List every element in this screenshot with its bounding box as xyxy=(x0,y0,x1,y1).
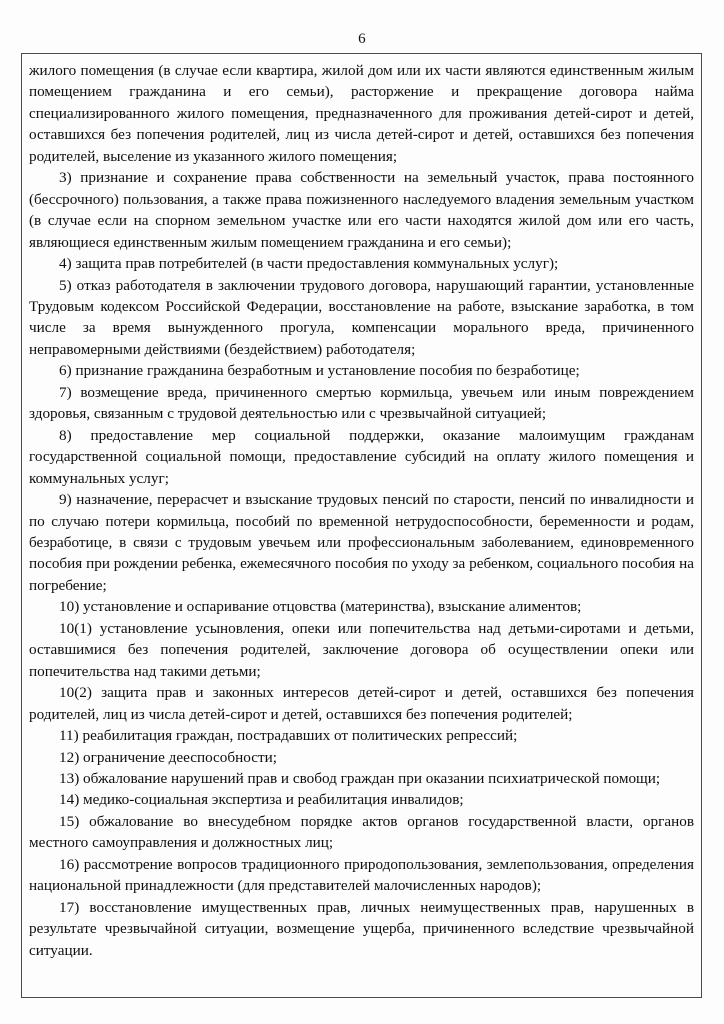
page-number-header: 6 xyxy=(358,31,366,47)
paragraph-clause-11: 11) реабилитация граждан, пострадавших от политических репрессий; xyxy=(59,727,518,745)
paragraph-clause-10: 10) установление и оспаривание отцовства (материнства), взыскание алиментов; xyxy=(59,598,582,616)
paragraph-clause-15: 15) обжалование во внесудебном порядке актов органов государственной власти, органов местного самоуправления и должностных лиц; xyxy=(29,812,694,852)
paragraph-clause-13: 13) обжалование нарушений прав и свобод граждан при оказании психиатрической помощи; xyxy=(59,769,661,787)
paragraph-clause-4: 4) защита прав потребителей (в части предоставления коммунальных услуг); xyxy=(59,255,559,273)
paragraph-clause-10-2: 10(2) защита прав и законных интересов детей-сирот и детей, оставшихся без попечения родителей, лиц из числа детей-сирот и детей, оставшихся без попечения родителей; xyxy=(29,684,694,723)
document-body-text xyxy=(29,60,694,961)
paragraph-clause-10-1: 10(1) установление усыновления, опеки или попечительства над детьми-сиротами и детьми, оставшимися без попечения родителей, заключение договора об осуществлении опеки или попечительства над такими детьми; xyxy=(29,619,694,680)
paragraph-clause-12: 12) ограничение дееспособности; xyxy=(59,748,277,766)
paragraph-clause-16: 16) рассмотрение вопросов традиционного природопользования, землепользования, определения национальной принадлежности (для представителей малочисленных народов); xyxy=(29,855,694,895)
paragraph-clause-7: 7) возмещение вреда, причиненного смертью кормильца, увечьем или иным повреждением здоровья, связанным с трудовой деятельностью или с чрезвычайной ситуацией; xyxy=(29,383,694,423)
paragraph-clause-8: 8) предоставление мер социальной поддержки, оказание малоимущим гражданам государственной социальной помощи, предоставление субсидий на оплату жилого помещения и коммунальных услуг; xyxy=(29,426,694,487)
paragraph-clause-14: 14) медико-социальная экспертиза и реабилитация инвалидов; xyxy=(59,791,464,809)
paragraph-clause-17: 17) восстановление имущественных прав, личных неимущественных прав, нарушенных в результате чрезвычайной ситуации, возмещение ущерба, причиненного вследствие чрезвычайной ситуации. xyxy=(29,898,694,959)
bordered-text-frame xyxy=(21,53,702,998)
paragraph-clause-9: 9) назначение, перерасчет и взыскание трудовых пенсий по старости, пенсий по инвалидности и по случаю потери кормильца, пособий по временной нетрудоспособности, беременности и родам, безработице, в связи с трудовым увечьем или профессиональным заболеванием, единовременного пособия при рождении ребенка, ежемесячного пособия по уходу за ребенком, социального пособия на погребение; xyxy=(29,491,694,594)
paragraph-continuation-clause-2: жилого помещения (в случае если квартира, жилой дом или их части являются единственным жилым помещением гражданина и его семьи), расторжение и прекращение договора найма специализированного жилого помещения, предназначенного для проживания детей-сирот и детей, оставшихся без попечения родителей, лиц из числа детей-сирот и детей, оставшихся без попечения родителей, выселение из указанного жилого помещения; xyxy=(29,62,694,165)
paragraph-clause-6: 6) признание гражданина безработным и установление пособия по безработице; xyxy=(59,362,580,380)
paragraph-clause-5: 5) отказ работодателя в заключении трудового договора, нарушающий гарантии, установленные Трудовым кодексом Российской Федерации, восстановление на работе, взыскание заработка, в том числе за время вынужденного прогула, компенсации морального вреда, причиненного неправомерными действиями (бездействием) работодателя; xyxy=(29,276,694,358)
paragraph-clause-3: 3) признание и сохранение права собственности на земельный участок, права постоянного (бессрочного) пользования, а также права пожизненного наследуемого владения земельным участком (в случае если на спорном земельном участке или его части находятся жилой дом или его часть, являющиеся единственным жилым помещением гражданина и его семьи); xyxy=(29,169,694,251)
